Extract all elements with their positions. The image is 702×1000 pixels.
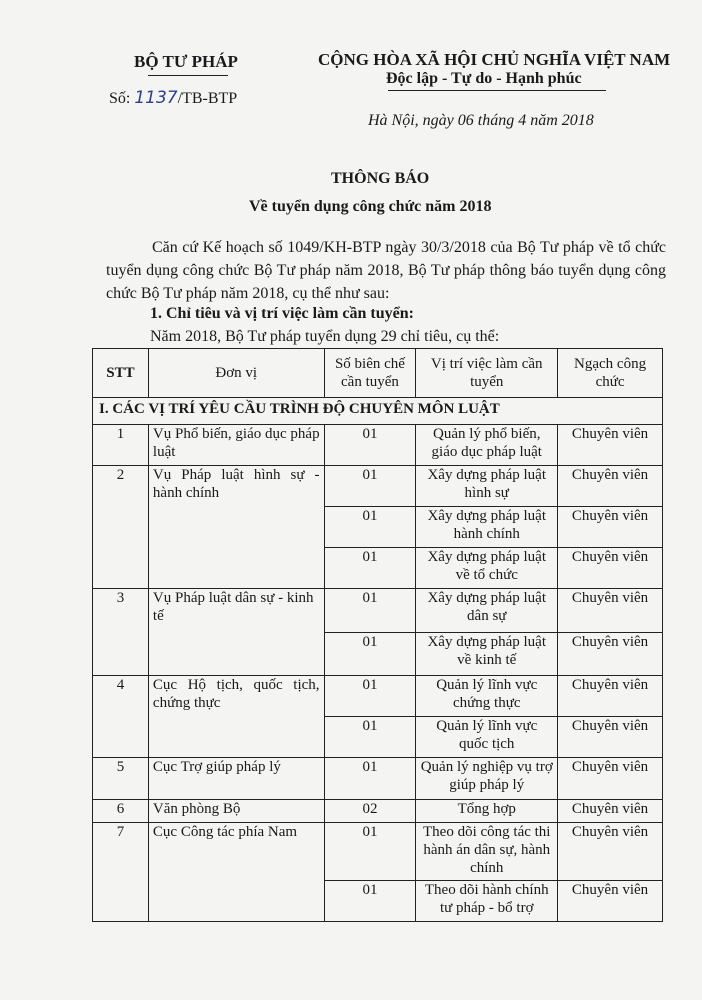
cell-stt: 7	[93, 823, 149, 922]
national-title: CỘNG HÒA XÃ HỘI CHỦ NGHĨA VIỆT NAM	[318, 50, 671, 69]
cell-position: Xây dựng pháp luật dân sự	[416, 589, 558, 633]
cell-position: Quản lý nghiệp vụ trợ giúp pháp lý	[416, 758, 558, 800]
header-quota: Số biên chế cần tuyển	[324, 349, 416, 398]
table-row	[93, 589, 663, 633]
cell-position: Quản lý phổ biến, giáo dục pháp luật	[416, 425, 558, 466]
agency-underline	[148, 75, 228, 76]
cell-unit: Vụ Pháp luật hình sự - hành chính	[148, 466, 324, 589]
header-unit: Đơn vị	[148, 349, 324, 398]
document-subtitle: Về tuyển dụng công chức năm 2018	[249, 198, 492, 215]
quota-intro: Năm 2018, Bộ Tư pháp tuyển dụng 29 chỉ tiêu, cụ thể:	[150, 328, 500, 345]
header-grade: Ngạch công chức	[558, 349, 663, 398]
cell-quota: 01	[324, 676, 416, 717]
cell-quota: 01	[324, 507, 416, 548]
cell-stt: 4	[93, 676, 149, 758]
cell-position: Theo dõi công tác thi hành án dân sự, hành chính	[416, 823, 558, 881]
cell-stt: 2	[93, 466, 149, 589]
group-row	[93, 398, 663, 425]
cell-position: Xây dựng pháp luật hành chính	[416, 507, 558, 548]
cell-grade: Chuyên viên	[558, 548, 663, 589]
issuing-agency: BỘ TƯ PHÁP	[134, 52, 238, 71]
cell-quota: 01	[324, 589, 416, 633]
cell-quota: 02	[324, 800, 416, 823]
cell-stt: 1	[93, 425, 149, 466]
cell-unit: Cục Hộ tịch, quốc tịch, chứng thực	[148, 676, 324, 758]
document-title: THÔNG BÁO	[331, 170, 430, 187]
cell-grade: Chuyên viên	[558, 589, 663, 633]
intro-paragraph: Căn cứ Kế hoạch số 1049/KH-BTP ngày 30/3/2018 của Bộ Tư pháp về tổ chức tuyển dụng công chức Bộ Tư pháp năm 2018, Bộ Tư pháp thông báo tuyển dụng công chức Bộ Tư pháp năm 2018, cụ thể như sau:	[106, 239, 666, 302]
handwritten-number: 1137	[134, 88, 178, 108]
cell-grade: Chuyên viên	[558, 466, 663, 507]
table-row	[93, 425, 663, 466]
cell-position: Quản lý lĩnh vực quốc tịch	[416, 717, 558, 758]
group-label: I. CÁC VỊ TRÍ YÊU CẦU TRÌNH ĐỘ CHUYÊN MÔN LUẬT	[93, 398, 663, 425]
cell-grade: Chuyên viên	[558, 823, 663, 881]
national-motto: Độc lập - Tự do - Hạnh phúc	[386, 70, 582, 87]
cell-position: Xây dựng pháp luật hình sự	[416, 466, 558, 507]
cell-quota: 01	[324, 823, 416, 881]
table-header-row	[93, 349, 663, 398]
cell-stt: 3	[93, 589, 149, 676]
cell-stt: 6	[93, 800, 149, 823]
table-row	[93, 823, 663, 881]
cell-grade: Chuyên viên	[558, 800, 663, 823]
table-row	[93, 800, 663, 823]
cell-quota: 01	[324, 466, 416, 507]
cell-stt: 5	[93, 758, 149, 800]
cell-unit: Cục Trợ giúp pháp lý	[148, 758, 324, 800]
cell-position: Xây dựng pháp luật về kinh tế	[416, 633, 558, 676]
place-date: Hà Nội, ngày 06 tháng 4 năm 2018	[368, 112, 594, 129]
cell-quota: 01	[324, 717, 416, 758]
cell-grade: Chuyên viên	[558, 633, 663, 676]
cell-unit: Vụ Pháp luật dân sự - kinh tế	[148, 589, 324, 676]
cell-quota: 01	[324, 633, 416, 676]
cell-unit: Vụ Phổ biến, giáo dục pháp luật	[148, 425, 324, 466]
cell-grade: Chuyên viên	[558, 676, 663, 717]
document-number	[109, 88, 237, 108]
cell-grade: Chuyên viên	[558, 758, 663, 800]
cell-grade: Chuyên viên	[558, 425, 663, 466]
header-position: Vị trí việc làm cần tuyển	[416, 349, 558, 398]
table-row	[93, 758, 663, 800]
doc-number-suffix: /TB-BTP	[177, 90, 238, 107]
cell-quota: 01	[324, 425, 416, 466]
motto-underline	[388, 90, 606, 91]
section-heading: 1. Chỉ tiêu và vị trí việc làm cần tuyển:	[150, 305, 414, 322]
cell-grade: Chuyên viên	[558, 881, 663, 922]
recruitment-table	[92, 348, 663, 922]
cell-quota: 01	[324, 881, 416, 922]
table-row	[93, 466, 663, 507]
cell-unit: Văn phòng Bộ	[148, 800, 324, 823]
table-row	[93, 676, 663, 717]
cell-unit: Cục Công tác phía Nam	[148, 823, 324, 922]
cell-grade: Chuyên viên	[558, 507, 663, 548]
cell-position: Quản lý lĩnh vực chứng thực	[416, 676, 558, 717]
cell-quota: 01	[324, 548, 416, 589]
cell-position: Theo dõi hành chính tư pháp - bổ trợ	[416, 881, 558, 922]
doc-number-prefix: Số:	[109, 90, 131, 107]
cell-quota: 01	[324, 758, 416, 800]
header-stt: STT	[93, 349, 149, 398]
cell-position: Tổng hợp	[416, 800, 558, 823]
cell-position: Xây dựng pháp luật về tổ chức	[416, 548, 558, 589]
cell-grade: Chuyên viên	[558, 717, 663, 758]
